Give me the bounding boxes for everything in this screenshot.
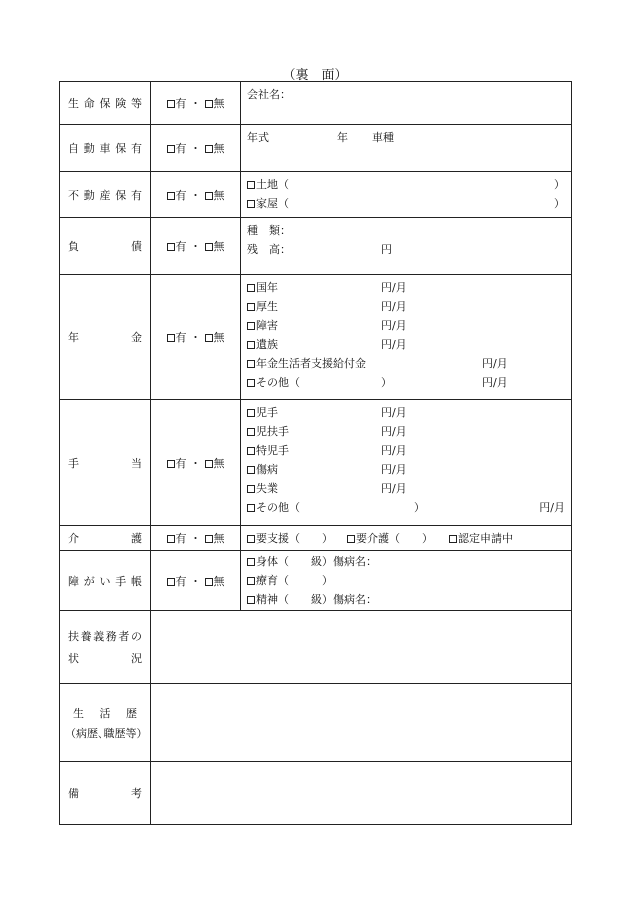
row-label (68, 329, 142, 345)
physical-label: 身体（ 級）傷病名： (256, 555, 377, 568)
pension-item-label: 遺族 (256, 338, 278, 351)
allowance-item-label: 児扶手 (256, 425, 289, 438)
label-char: 生 (68, 97, 79, 110)
debt-yen: 円 (381, 243, 392, 256)
no-label: 無 (213, 188, 225, 202)
no-label: 無 (213, 331, 225, 344)
row-car (60, 125, 572, 172)
debt-balance-label: 残 高： (247, 243, 291, 256)
pension-checkbox[interactable] (247, 303, 255, 311)
physical-checkbox[interactable] (247, 558, 255, 566)
list-item (247, 403, 565, 422)
rehab-checkbox[interactable] (247, 577, 255, 585)
label-cell (60, 526, 151, 551)
row-remarks (60, 762, 572, 825)
row-dependents (60, 611, 572, 684)
row-label (68, 95, 142, 111)
form-table (59, 81, 572, 825)
pension-item-label: 国年 (256, 281, 278, 294)
label-cell (60, 551, 151, 611)
yes-label: 有 (175, 532, 187, 545)
detail-cell (241, 82, 572, 125)
label-char: 状 (68, 652, 79, 665)
pension-checkbox[interactable] (247, 341, 255, 349)
care-application-label: 認定申請中 (458, 531, 513, 545)
yes-label: 有 (175, 188, 187, 202)
allowance-checkbox[interactable] (247, 466, 255, 474)
list-item (247, 297, 565, 316)
label-char: 有 (131, 188, 142, 202)
label-char: 保 (115, 188, 127, 202)
row-label-line1 (68, 628, 142, 644)
yes-label: 有 (175, 331, 187, 344)
label-char: 況 (131, 652, 142, 665)
yes-no-cell (151, 275, 241, 400)
yes-label: 有 (175, 574, 187, 588)
label-char: 動 (83, 188, 95, 202)
row-label-line2 (68, 650, 142, 666)
yes-no-cell (151, 400, 241, 526)
pension-item-label: 障害 (256, 319, 278, 332)
life-history-entry-cell[interactable] (151, 684, 572, 762)
row-label (65, 705, 145, 721)
unit-label: 円/月 (482, 376, 508, 389)
close-paren: ） (381, 376, 392, 389)
allowance-other-label: その他（ (256, 501, 300, 514)
row-debt (60, 218, 572, 275)
separator: ・ (190, 574, 201, 588)
label-cell (60, 172, 151, 218)
list-item (247, 479, 565, 498)
label-char: 不 (68, 188, 79, 202)
label-char: の (130, 630, 142, 643)
allowance-checkbox[interactable] (247, 504, 255, 512)
row-label (68, 455, 142, 471)
label-char: 生 (73, 706, 84, 720)
car-year-label: 年式 (247, 131, 269, 144)
list-item (247, 498, 565, 517)
pension-checkbox[interactable] (247, 322, 255, 330)
unit-label: 円/月 (381, 482, 407, 495)
yes-no-cell (151, 82, 241, 125)
care-level-label: 要介護（ ） (356, 531, 433, 545)
list-item (247, 441, 565, 460)
yes-label: 有 (175, 142, 187, 155)
label-cell (60, 611, 151, 684)
label-cell (60, 82, 151, 125)
care-support-checkbox[interactable] (247, 535, 255, 543)
detail-cell (241, 172, 572, 218)
row-allowance (60, 400, 572, 526)
detail-cell (241, 125, 572, 172)
label-cell (60, 684, 151, 762)
separator: ・ (190, 97, 201, 110)
allowance-checkbox[interactable] (247, 447, 255, 455)
allowance-checkbox[interactable] (247, 428, 255, 436)
no-checkbox[interactable] (205, 535, 213, 543)
label-char: 自 (68, 142, 79, 155)
yes-checkbox[interactable] (167, 535, 175, 543)
list-item (247, 422, 565, 441)
label-char: 務 (105, 630, 117, 643)
list-item (247, 316, 565, 335)
no-checkbox[interactable] (205, 192, 213, 200)
label-char: 扶 (68, 630, 79, 643)
label-cell (60, 218, 151, 275)
yes-checkbox[interactable] (167, 578, 175, 586)
label-char: 金 (131, 331, 142, 344)
yes-label: 有 (175, 456, 187, 470)
allowance-item-label: 児手 (256, 406, 278, 419)
label-char: 命 (83, 97, 95, 110)
house-close: ） (554, 197, 565, 210)
close-paren: ） (414, 501, 425, 514)
page-title: （裏 面） (282, 68, 348, 83)
label-char: 年 (68, 331, 79, 344)
unit-label: 円/月 (381, 338, 407, 351)
detail-cell (241, 526, 572, 551)
yes-no-cell (151, 172, 241, 218)
yes-checkbox[interactable] (167, 100, 175, 108)
separator: ・ (190, 240, 201, 253)
allowance-item-label: 特児手 (256, 444, 289, 457)
row-disability (60, 551, 572, 611)
yes-no-cell (151, 125, 241, 172)
no-label: 無 (213, 456, 225, 470)
allowance-checkbox[interactable] (247, 485, 255, 493)
label-char: 動 (83, 142, 95, 155)
land-label: 土地（ (256, 178, 289, 191)
yes-checkbox[interactable] (167, 334, 175, 342)
land-close: ） (554, 178, 565, 191)
no-label: 無 (213, 97, 225, 110)
pension-other-label: その他（ (256, 376, 300, 389)
row-label (68, 573, 142, 589)
pension-checkbox[interactable] (247, 379, 255, 387)
detail-cell (241, 400, 572, 526)
separator: ・ (190, 142, 201, 155)
label-char: 障 (68, 574, 79, 588)
label-char: 有 (131, 142, 142, 155)
yes-no-cell (151, 526, 241, 551)
row-life-insurance (60, 82, 572, 125)
house-checkbox[interactable] (247, 200, 255, 208)
label-char: 活 (99, 706, 111, 720)
debt-type-label: 種 類： (247, 224, 291, 237)
label-char: 険 (115, 97, 127, 110)
label-char: 者 (118, 630, 130, 643)
label-char: 手 (115, 574, 127, 588)
yes-checkbox[interactable] (167, 145, 175, 153)
label-char: 産 (99, 188, 111, 202)
yes-label: 有 (175, 97, 187, 110)
unit-label: 円/月 (381, 319, 407, 332)
unit-label: 円/月 (539, 501, 565, 514)
unit-label: 円/月 (482, 357, 508, 370)
row-label (68, 530, 142, 546)
allowance-item-label: 傷病 (256, 463, 278, 476)
separator: ・ (190, 456, 201, 470)
unit-label: 円/月 (381, 463, 407, 476)
car-year-unit: 年 (337, 131, 348, 144)
label-char: い (99, 574, 111, 588)
no-checkbox[interactable] (205, 334, 213, 342)
row-life-history (60, 684, 572, 762)
unit-label: 円/月 (381, 425, 407, 438)
care-support-label: 要支援（ ） (256, 531, 333, 545)
dependents-entry-cell[interactable] (151, 611, 572, 684)
row-label (68, 238, 142, 254)
label-char: 当 (131, 456, 142, 470)
mental-label: 精神（ 級）傷病名： (256, 593, 377, 606)
label-cell (60, 400, 151, 526)
detail-cell (241, 551, 572, 611)
remarks-entry-cell[interactable] (151, 762, 572, 825)
label-char: 考 (131, 787, 142, 800)
row-sublabel: （病歴､職歴等） (65, 726, 148, 740)
detail-cell (241, 218, 572, 275)
yes-checkbox[interactable] (167, 192, 175, 200)
care-application-checkbox[interactable] (449, 535, 457, 543)
unit-label: 円/月 (381, 444, 407, 457)
pension-support-label: 年金生活者支援給付金 (256, 357, 366, 370)
yes-checkbox[interactable] (167, 460, 175, 468)
list-item (247, 460, 565, 479)
detail-cell (241, 275, 572, 400)
car-model-label: 車種 (372, 131, 394, 144)
row-care (60, 526, 572, 551)
yes-label: 有 (175, 240, 187, 253)
separator: ・ (190, 331, 201, 344)
row-real-estate (60, 172, 572, 218)
label-cell (60, 125, 151, 172)
row-label (68, 187, 142, 203)
no-checkbox[interactable] (205, 145, 213, 153)
mental-checkbox[interactable] (247, 596, 255, 604)
no-label: 無 (213, 240, 225, 253)
pension-checkbox[interactable] (247, 360, 255, 368)
no-label: 無 (213, 532, 225, 545)
row-pension (60, 275, 572, 400)
no-label: 無 (213, 574, 225, 588)
list-item (247, 278, 565, 297)
label-char: 歴 (126, 706, 137, 720)
land-checkbox[interactable] (247, 181, 255, 189)
label-char: 債 (131, 240, 142, 253)
label-char: 養 (80, 630, 92, 643)
yes-no-cell (151, 551, 241, 611)
row-label (68, 785, 142, 801)
yes-no-cell (151, 218, 241, 275)
label-char: 義 (93, 630, 105, 643)
company-name-label: 会社名： (247, 88, 291, 101)
no-checkbox[interactable] (205, 243, 213, 251)
no-checkbox[interactable] (205, 460, 213, 468)
unit-label: 円/月 (381, 406, 407, 419)
no-checkbox[interactable] (205, 578, 213, 586)
no-checkbox[interactable] (205, 100, 213, 108)
label-char: 負 (68, 240, 79, 253)
no-label: 無 (213, 142, 225, 155)
label-char: 手 (68, 456, 79, 470)
list-item (247, 354, 565, 373)
separator: ・ (190, 532, 201, 545)
unit-label: 円/月 (381, 281, 407, 294)
label-char: 等 (131, 97, 142, 110)
label-char: 保 (115, 142, 127, 155)
pension-checkbox[interactable] (247, 284, 255, 292)
label-char: 備 (68, 787, 79, 800)
row-label (68, 140, 142, 156)
list-item (247, 335, 565, 354)
yes-checkbox[interactable] (167, 243, 175, 251)
label-char: 車 (99, 142, 111, 155)
allowance-checkbox[interactable] (247, 409, 255, 417)
label-cell (60, 762, 151, 825)
label-char: 帳 (131, 574, 142, 588)
label-char: 介 (68, 532, 79, 545)
label-cell (60, 275, 151, 400)
care-level-checkbox[interactable] (347, 535, 355, 543)
allowance-item-label: 失業 (256, 482, 278, 495)
separator: ・ (190, 188, 201, 202)
rehab-label: 療育（ ） (256, 574, 333, 587)
label-char: 保 (99, 97, 111, 110)
label-char: 護 (131, 532, 142, 545)
unit-label: 円/月 (381, 300, 407, 313)
house-label: 家屋（ (256, 197, 289, 210)
list-item (247, 373, 565, 392)
pension-item-label: 厚生 (256, 300, 278, 313)
label-char: が (83, 574, 95, 588)
